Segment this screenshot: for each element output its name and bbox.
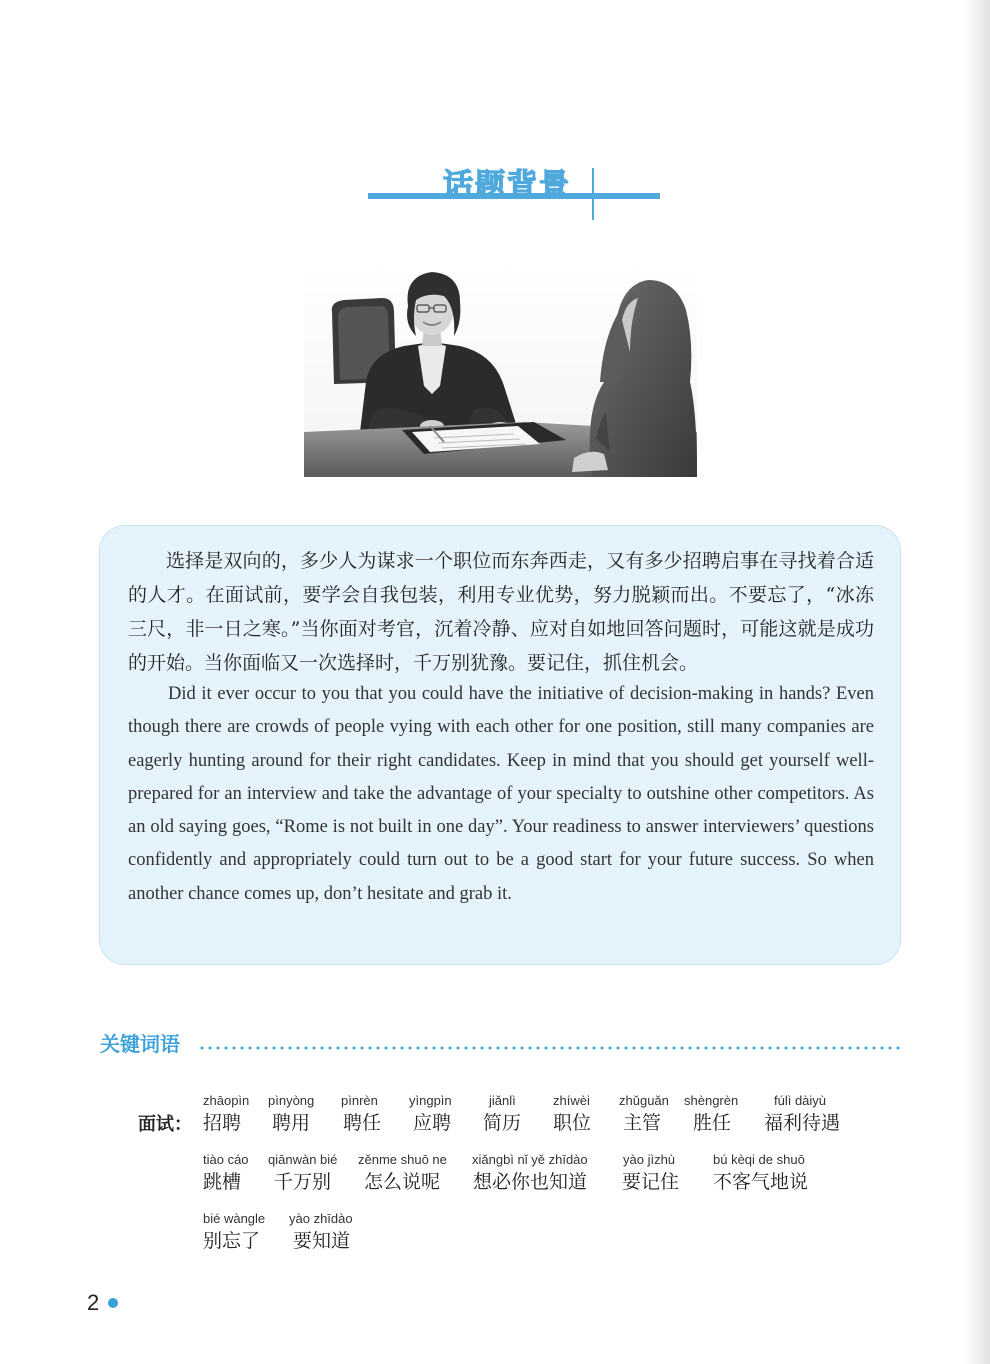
keyword-term (341, 1092, 381, 1136)
keyword-term (358, 1151, 447, 1195)
term-pinyin: pìnyòng (268, 1093, 315, 1108)
term-hanzi: 主管 (623, 1112, 662, 1134)
term-hanzi: 想必你也知道 (473, 1171, 588, 1193)
intro-chinese-paragraph: 选择是双向的，多少人为谋求一个职位而东奔西走，又有多少招聘启事在寻找着合适的人才。在面试前，要学会自我包装，利用专业优势，努力脱颖而出。不要忘了，“冰冻三尺，非一日之寒。”当你面对考官，沉着冷静、应对自如地回答问题时，可能这就是成功的开始。当你面临又一次选择时，千万别犹豫。要记住，抓住机会。 (128, 550, 874, 674)
term-pinyin: tiào cáo (203, 1152, 249, 1167)
page-number: 2 (87, 1290, 100, 1315)
keyword-term (268, 1151, 337, 1195)
keyword-term (268, 1092, 314, 1136)
keywords-heading: 关键词语 (100, 1032, 180, 1056)
term-pinyin: zěnme shuō ne (358, 1152, 447, 1167)
term-hanzi: 应聘 (413, 1112, 452, 1134)
term-hanzi: 要记住 (622, 1171, 680, 1193)
keyword-term (684, 1092, 738, 1136)
term-hanzi: 聘任 (343, 1112, 382, 1134)
term-pinyin: qiānwàn bié (268, 1152, 338, 1167)
keyword-term (472, 1151, 588, 1195)
term-hanzi: 胜任 (693, 1112, 732, 1134)
keyword-term (203, 1210, 265, 1254)
term-pinyin: pìnrèn (341, 1093, 378, 1108)
keyword-term (764, 1092, 840, 1136)
term-hanzi: 不客气地说 (713, 1171, 809, 1193)
keyword-term (623, 1151, 679, 1195)
term-hanzi: 要知道 (293, 1230, 351, 1252)
section-title: 话题背景 (443, 168, 571, 203)
term-pinyin: zhíwèi (553, 1093, 590, 1108)
term-pinyin: yào zhīdào (289, 1211, 353, 1226)
term-hanzi: 别忘了 (203, 1230, 261, 1252)
term-pinyin: fúlì dàiyù (774, 1093, 827, 1108)
term-pinyin: yìngpìn (409, 1093, 452, 1108)
term-pinyin: xiǎngbì nǐ yě zhīdào (472, 1152, 588, 1167)
term-pinyin: yào jìzhù (623, 1152, 676, 1167)
term-pinyin: bié wàngle (203, 1211, 266, 1226)
interview-photo (304, 262, 697, 477)
term-hanzi: 聘用 (272, 1112, 311, 1134)
term-pinyin: bú kèqi de shuō (713, 1152, 805, 1167)
term-hanzi: 跳槽 (203, 1171, 242, 1193)
term-hanzi: 福利待遇 (764, 1112, 841, 1134)
term-hanzi: 招聘 (203, 1112, 242, 1134)
term-hanzi: 千万别 (274, 1171, 332, 1193)
keyword-term (409, 1092, 452, 1136)
page-edge-shadow (962, 0, 990, 1364)
section-title-banner (368, 160, 660, 222)
term-pinyin: zhāopìn (203, 1093, 250, 1108)
term-pinyin: zhǔguǎn (619, 1093, 669, 1108)
intro-english-paragraph: Did it ever occur to you that you could have the initiative of decision-making in hands? Even though there are crowds of people vying with each other for one position, still many companies are eagerly hunting around for their right candidates. Keep in mind that you should get yourself well-prepared for an interview and take the advantage of your specialty to outshine other competitors. As an old saying goes, “Rome is not built in one day”. Your readiness to answer interviewers’ questions confidently and appropriately could turn out to be a good start for your future success. So when another chance comes up, don’t hesitate and grab it. (128, 684, 874, 904)
keyword-term (553, 1092, 591, 1136)
keyword-term (203, 1092, 249, 1136)
term-hanzi: 职位 (553, 1112, 592, 1134)
keyword-term (483, 1092, 522, 1136)
keyword-category-label: 面试： (138, 1114, 192, 1135)
term-pinyin: jiǎnlì (489, 1093, 516, 1108)
keyword-term (619, 1092, 669, 1136)
keyword-term (203, 1151, 249, 1195)
keywords-dotted-rule (198, 1046, 904, 1050)
keyword-term (713, 1151, 808, 1195)
page-number-dot (108, 1298, 118, 1308)
term-pinyin: shèngrèn (684, 1093, 739, 1108)
term-hanzi: 怎么说呢 (364, 1171, 441, 1193)
keyword-term (289, 1210, 353, 1254)
title-tick-mark (592, 168, 594, 220)
term-hanzi: 简历 (483, 1112, 522, 1134)
